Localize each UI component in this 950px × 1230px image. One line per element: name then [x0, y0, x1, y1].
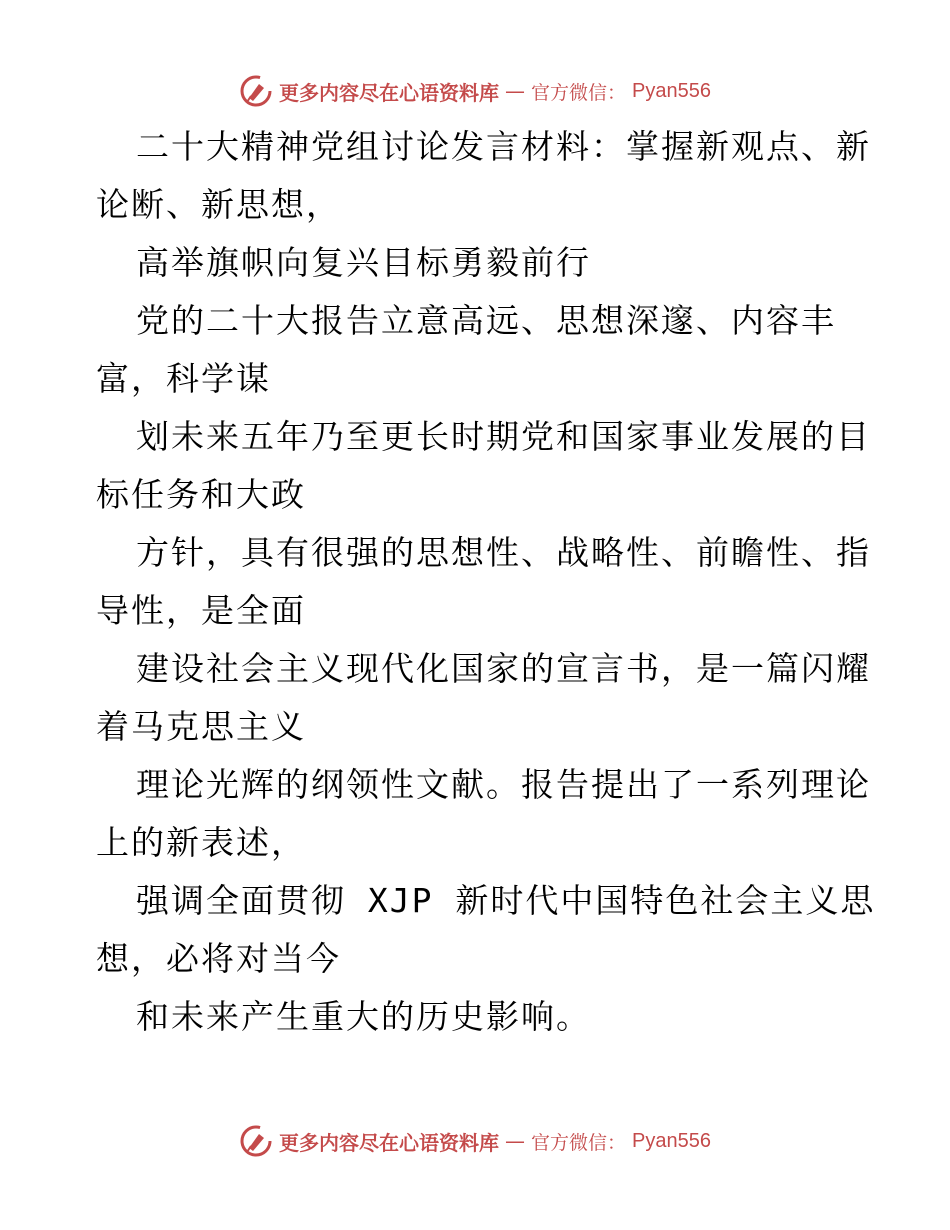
- text-line: 高举旗帜向复兴目标勇毅前行: [136, 243, 591, 282]
- text-line: 方针，具有很强的思想性、战略性、前瞻性、指: [136, 533, 871, 572]
- wechat-id: Pyan556: [632, 1129, 711, 1152]
- text-line: 强调全面贯彻 XJP 新时代中国特色社会主义思: [136, 881, 876, 920]
- brand-separator: —: [505, 79, 525, 103]
- wechat-label: 官方微信：: [531, 81, 627, 104]
- text-line: 和未来产生重大的历史影响。: [136, 997, 591, 1036]
- text-line: 二十大精神党组讨论发言材料：掌握新观点、新: [136, 127, 871, 166]
- text-line: 上的新表述，: [96, 823, 306, 862]
- brand-banner: [239, 74, 711, 108]
- wechat-label: 官方微信：: [531, 1131, 627, 1154]
- page-footer-watermark: [0, 1121, 950, 1161]
- text-line: 导性，是全面: [96, 591, 306, 630]
- page-header-watermark: [0, 71, 950, 111]
- pen-nib-circle-icon: [239, 1124, 273, 1158]
- brand-separator: —: [505, 1129, 525, 1153]
- text-line: 富，科学谋: [96, 359, 271, 398]
- text-line: 标任务和大政: [96, 475, 306, 514]
- brand-text: 更多内容尽在心语资料库: [279, 1130, 499, 1155]
- pen-nib-circle-icon: [239, 74, 273, 108]
- brand-banner: [239, 1124, 711, 1158]
- text-line: 划未来五年乃至更长时期党和国家事业发展的目: [136, 417, 871, 456]
- document-body: [96, 118, 876, 1046]
- text-line: 着马克思主义: [96, 707, 306, 746]
- wechat-id: Pyan556: [632, 79, 711, 102]
- text-line: 论断、新思想，: [96, 185, 341, 224]
- brand-text: 更多内容尽在心语资料库: [279, 80, 499, 105]
- text-line: 想，必将对当今: [96, 939, 341, 978]
- text-line: 党的二十大报告立意高远、思想深邃、内容丰: [136, 301, 836, 340]
- text-line: 理论光辉的纲领性文献。报告提出了一系列理论: [136, 765, 871, 804]
- text-line: 建设社会主义现代化国家的宣言书，是一篇闪耀: [136, 649, 871, 688]
